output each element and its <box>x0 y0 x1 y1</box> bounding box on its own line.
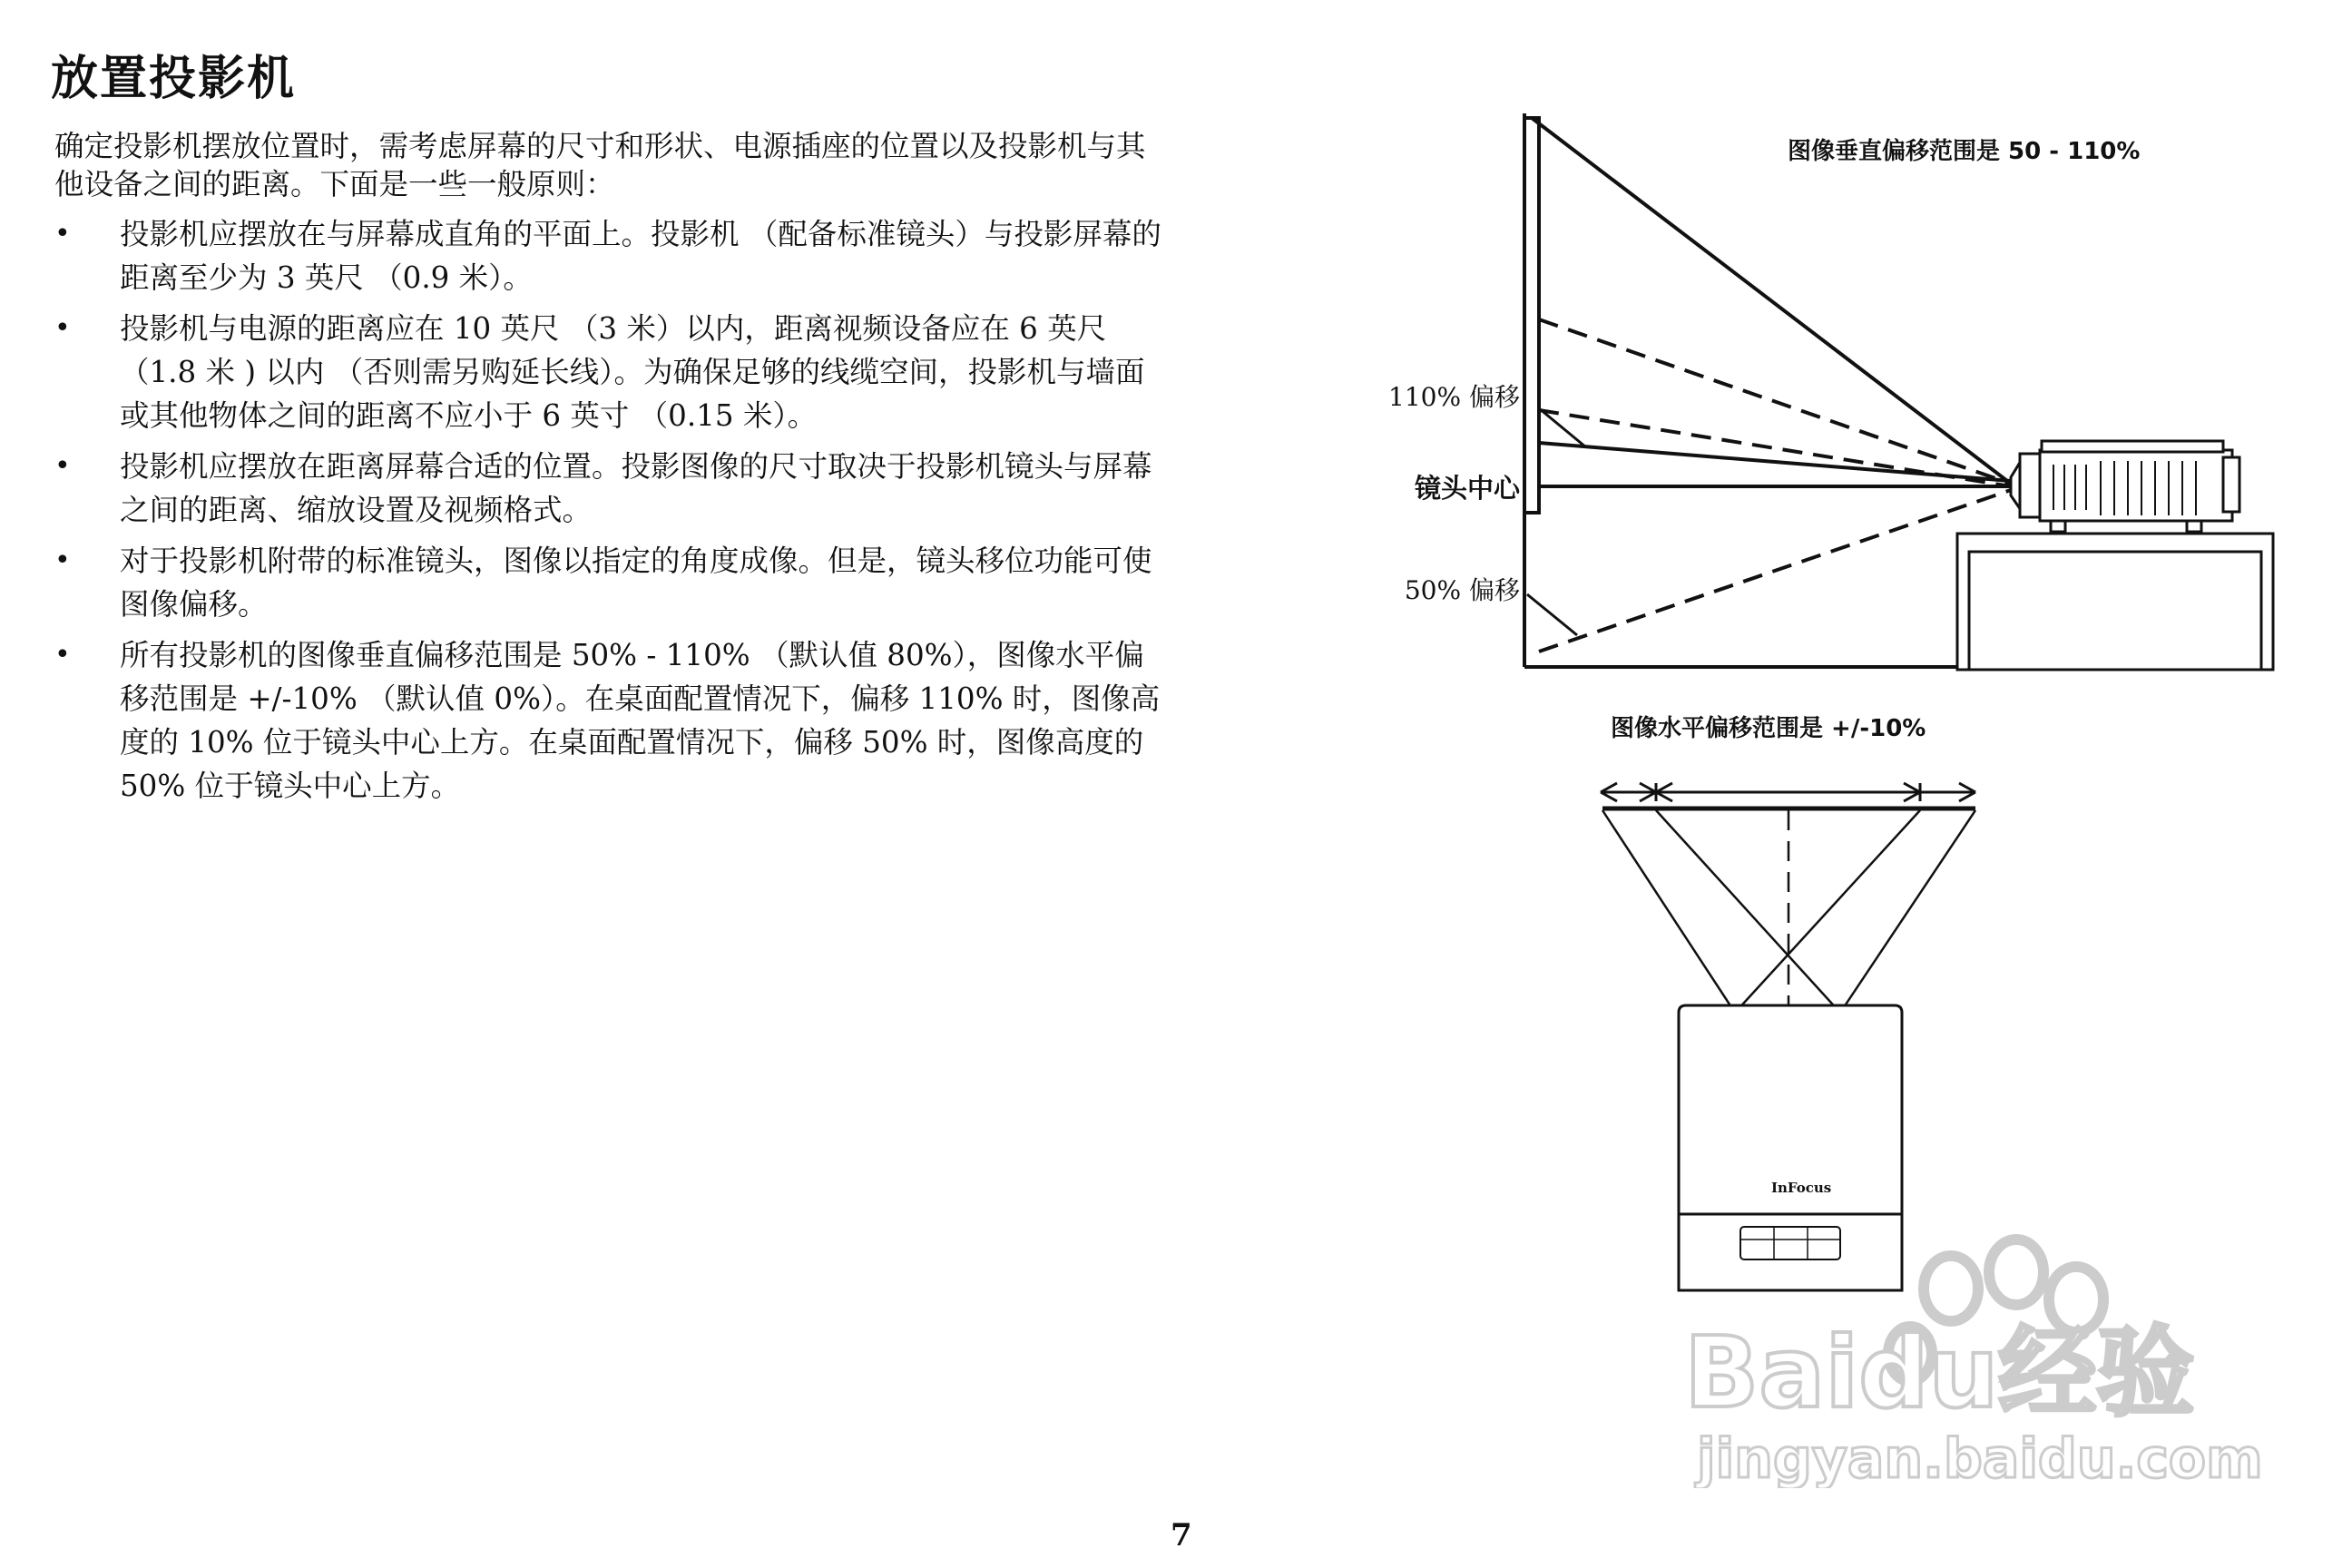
bullet-icon: • <box>54 312 71 344</box>
list-item-text: 投影机应摆放在与屏幕成直角的平面上。投影机 （配备标准镜头）与投影屏幕的距离至少为 3 英尺 （0.9 米）。 <box>120 217 1161 295</box>
projection-ray-dashed-1 <box>1539 319 2011 484</box>
vertical-offset-caption: 图像垂直偏移范围是 50 - 110% <box>1788 138 2141 165</box>
side-view-diagram <box>1388 113 2273 670</box>
projection-ray-dashed-3 <box>1539 490 2011 652</box>
list-item <box>54 539 1161 626</box>
list-item-text: 投影机应摆放在距离屏幕合适的位置。投影图像的尺寸取决于投影机镜头与屏幕之间的距离、缩放设置及视频格式。 <box>120 449 1152 527</box>
intro-paragraph: 确定投影机摆放位置时，需考虑屏幕的尺寸和形状、电源插座的位置以及投影机与其他设备之间的距离。下面是一些一般原则： <box>54 129 1146 201</box>
list-item <box>54 212 1161 299</box>
list-item-text: 所有投影机的图像垂直偏移范围是 50% - 110% （默认值 80%），图像水平偏移范围是 +/-10% （默认值 0%）。在桌面配置情况下，偏移 110% 时，图像高度的 10% 位于镜头中心上方。在桌面配置情况下，偏移 50% 时，图像高度的 50% 位于镜头中心上方。 <box>120 638 1161 803</box>
horizontal-projection-rays <box>1602 810 1975 1013</box>
projector-brand-logo: InFocus <box>1771 1180 1832 1196</box>
list-item <box>54 445 1161 532</box>
lens-center-label: 镜头中心 <box>1414 473 1520 504</box>
watermark-logo-text: Baidu经验 <box>1684 1317 2195 1430</box>
offset-marker-110 <box>1539 408 1586 447</box>
list-item <box>54 307 1161 437</box>
top-view-diagram <box>1601 714 1975 1290</box>
watermark-url: jingyan.baidu.com <box>1697 1427 2263 1488</box>
offset-50-label: 50% 偏移 <box>1404 575 1520 605</box>
bullet-icon: • <box>54 218 71 250</box>
table <box>1957 534 2273 670</box>
guideline-list <box>54 212 1161 815</box>
screen <box>1524 118 1539 513</box>
page-number: 7 <box>1171 1517 1192 1553</box>
baidu-jingyan-watermark <box>1679 1225 2278 1488</box>
list-item <box>54 633 1161 808</box>
projection-ray-top <box>1532 118 2011 484</box>
list-item-text: 对于投影机附带的标准镜头，图像以指定的角度成像。但是，镜头移位功能可使图像偏移。 <box>120 544 1152 622</box>
page-title: 放置投影机 <box>51 52 297 106</box>
offset-110-label: 110% 偏移 <box>1388 382 1520 412</box>
bullet-icon: • <box>54 450 71 482</box>
bullet-icon: • <box>54 544 71 576</box>
horizontal-offset-arrows <box>1601 783 1975 801</box>
projector-side <box>2011 441 2239 532</box>
list-item-text: 投影机与电源的距离应在 10 英尺 （3 米）以内，距离视频设备应在 6 英尺 （1.8 米 ) 以内 （否则需另购延长线）。为确保足够的线缆空间，投影机与墙面或其他物体之间的距离不应小于 6 英寸 （0.15 米）。 <box>120 311 1145 433</box>
offset-marker-50 <box>1527 594 1577 635</box>
bullet-icon: • <box>54 639 71 671</box>
horizontal-offset-caption: 图像水平偏移范围是 +/-10% <box>1611 715 1926 742</box>
